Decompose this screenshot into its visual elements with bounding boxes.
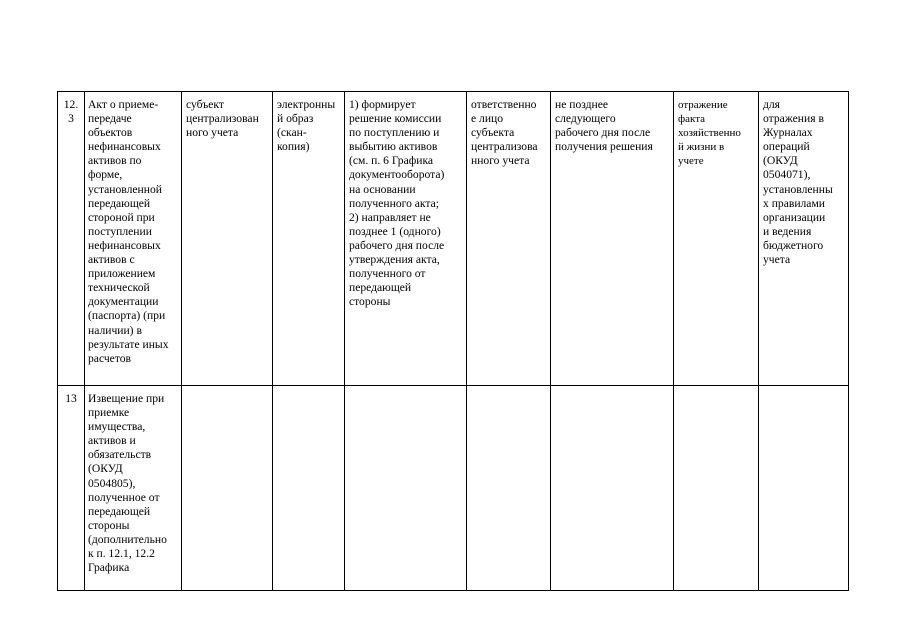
format-cell bbox=[273, 386, 345, 591]
actions-cell: 1) формирует решение комиссии по поступлению и выбытию активов (см. п. 6 Графика документооборота) на основании полученного акта; 2) направляет не позднее 1 (одного) рабочего дня после утверждения акта, полученного от передающей стороны bbox=[345, 92, 467, 386]
document-name-cell: Акт о приеме- передаче объектов нефинансовых активов по форме, установленной передающей стороной при поступлении нефинансовых активов с приложением технической документации (паспорта) (при наличии) в результате иных расчетов bbox=[85, 92, 182, 386]
purpose-cell bbox=[674, 386, 759, 591]
deadline-cell: не позднее следующего рабочего дня после получения решения bbox=[551, 92, 674, 386]
document-name-cell: Извещение при приемке имущества, активов и обязательств (ОКУД 0504805), полученное от передающей стороны (дополнительно к п. 12.1, 12.2 Графика bbox=[85, 386, 182, 591]
note-cell bbox=[759, 386, 849, 591]
responsible-cell bbox=[467, 386, 551, 591]
row-number-cell: 13 bbox=[58, 386, 85, 591]
deadline-cell bbox=[551, 386, 674, 591]
creator-cell: субъект централизован ного учета bbox=[182, 92, 273, 386]
format-cell: электронны й образ (скан- копия) bbox=[273, 92, 345, 386]
responsible-cell: ответственно е лицо субъекта централизова нного учета bbox=[467, 92, 551, 386]
row-number-cell: 12. 3 bbox=[58, 92, 85, 386]
table-row bbox=[58, 92, 849, 386]
note-cell: для отражения в Журналах операций (ОКУД 0504071), установленны х правилами организации и ведения бюджетного учета bbox=[759, 92, 849, 386]
table-row bbox=[58, 386, 849, 591]
creator-cell bbox=[182, 386, 273, 591]
document-flow-table bbox=[57, 91, 849, 591]
purpose-cell: отражение факта хозяйственно й жизни в учете bbox=[674, 92, 759, 386]
actions-cell bbox=[345, 386, 467, 591]
